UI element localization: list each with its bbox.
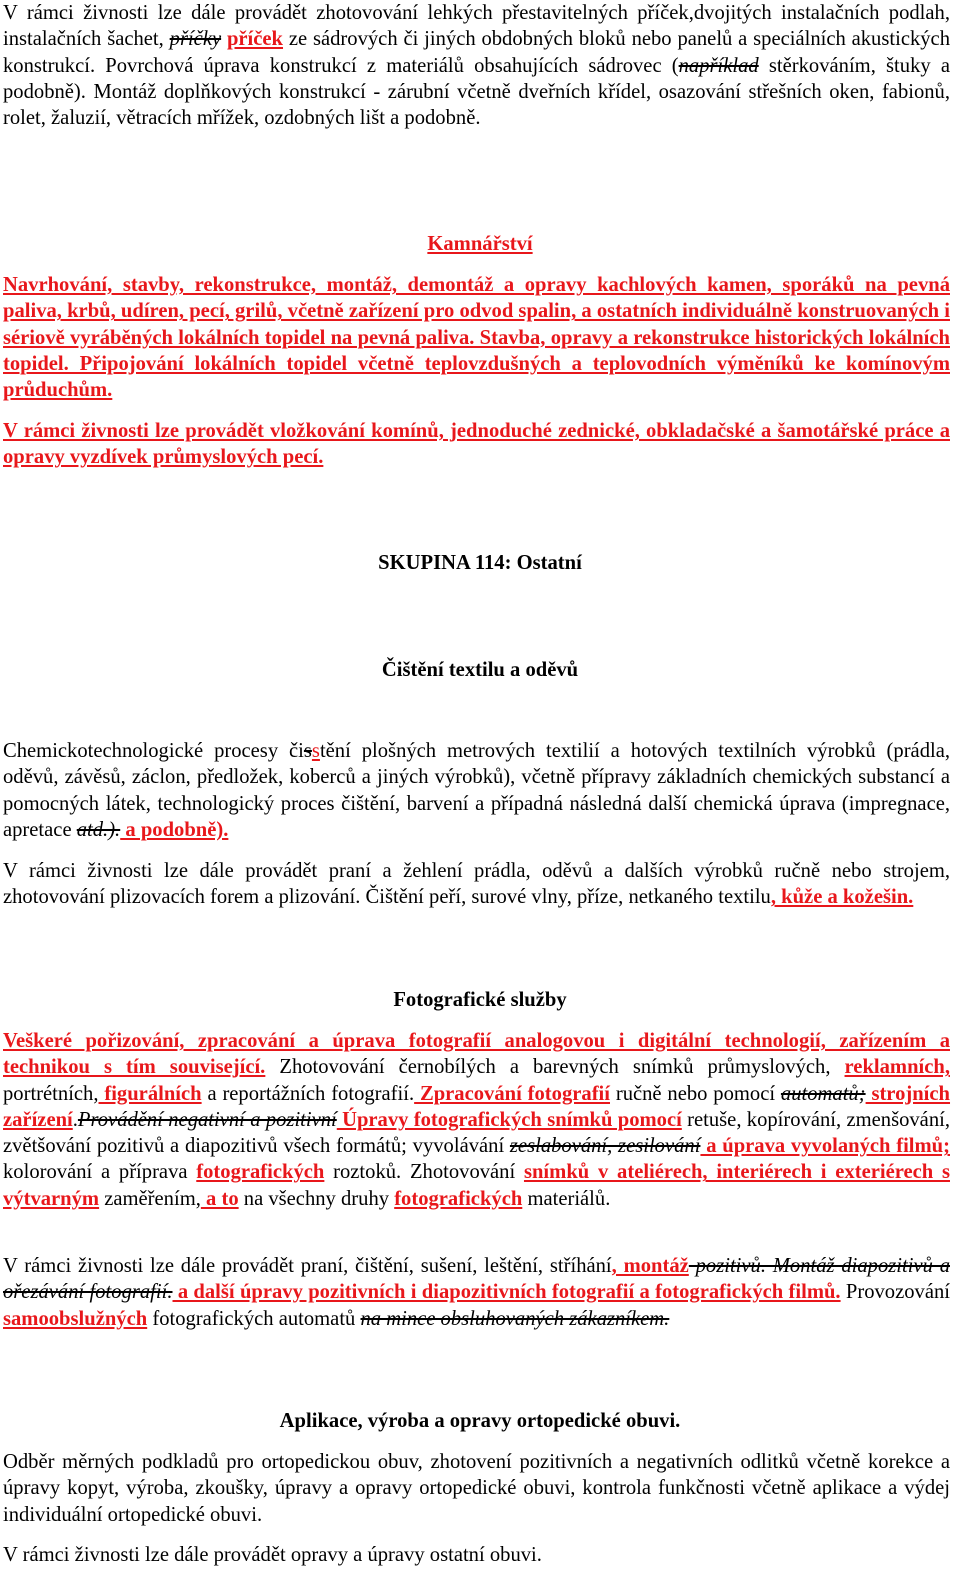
text: portrétních, — [3, 1082, 99, 1105]
inserted-text: příček — [226, 28, 284, 51]
inserted-text: , montáž — [611, 1255, 689, 1277]
inserted-text: strojních zařízení — [3, 1082, 951, 1131]
paragraph-kamnarstvi-1 — [3, 272, 950, 403]
paragraph-cisteni-2 — [3, 858, 950, 911]
deleted-text: s — [303, 740, 312, 762]
text: kolorování a příprava — [3, 1161, 197, 1184]
paragraph-ortop-1 — [3, 1449, 950, 1528]
paragraph-ortop-2 — [3, 1542, 950, 1568]
inserted-text: s — [311, 740, 320, 762]
text: ručně nebo pomocí — [610, 1082, 781, 1105]
text: ze sádrových či jiných obdobných bloků nebo panelů a speciálních akustických konstrukcí. Povrchová úprava konstrukcí z materiálů obsahujících sádrovec ( — [3, 28, 950, 77]
paragraph-foto-2 — [3, 1253, 950, 1332]
text: Odběr měrných podkladů pro ortopedickou obuv, zhotovení pozitivních a negativních odlitků včetně korekce a úpravy kopyt, výroba, zkoušky, úpravy a opravy ortopedické obuvi, kontrola funkčnosti včetně aplikace a výdej individuální ortopedické obuvi. — [3, 1451, 950, 1526]
inserted-text: Navrhování, stavby, rekonstrukce, montáž, demontáž a opravy kachlových kamen, sporáků na pevná paliva, krbů, udíren, pecí, grilů, včetně zařízení pro odvod spalin, a ostatních individuálně konstruovaných i sériově vyráběných lokálních topidel na pevná paliva. Stavba, opravy a rekonstrukce historických lokálních topidel. Připojování lokálních topidel včetně teplovzdušných a teplovodních výměníků ke komínovým průduchům. — [3, 274, 950, 402]
deleted-text: pozitivů. Montáž diapozitivů a ořezávání fotografií. — [3, 1255, 950, 1304]
inserted-text: fotografických — [394, 1187, 523, 1210]
heading-cisteni-textilu: Čištění textilu a oděvů — [381, 659, 579, 681]
inserted-text: a to — [200, 1187, 239, 1210]
inserted-text: , kůže a kožešin. — [770, 886, 914, 909]
text: V rámci živnosti lze dále provádět opravy a úpravy ostatní obuvi. — [3, 1544, 542, 1566]
inserted-text: snímků v ateliérech, interiérech i exteriérech s výtvarným — [3, 1161, 950, 1210]
text: V rámci živnosti lze dále provádět zhotovování lehkých přestavitelných příček,dvojitých instalačních podlah, instalačních šachet, — [3, 2, 950, 51]
inserted-text: V rámci živnosti lze provádět vložkování komínů, jednoduché zednické, obkladačské a šamotářské práce a opravy vyzdívek průmyslových pecí. — [3, 420, 950, 469]
text: V rámci živnosti lze dále provádět praní, čištění, sušení, leštění, stříhání — [3, 1255, 612, 1277]
text: Zhotovování černobílých a barevných snímků průmyslových, — [265, 1056, 845, 1079]
heading-kamnarstvi — [0, 231, 960, 257]
paragraph-drywall — [3, 0, 950, 131]
deleted-text: zeslabování, zesilování — [509, 1135, 701, 1158]
text: Chemickotechnologické procesy či — [3, 740, 304, 762]
text: stěrkováním, štuky a podobně). Montáž doplňkových konstrukcí - zárubní včetně dveřních křídel, osazování střešních oken, fabionů, rolet, žaluzií, větracích mřížek, ozdobných lišt a podobně. — [3, 54, 950, 130]
text: na všechny druhy — [238, 1187, 395, 1210]
heading-fotograficke-sluzby: Fotografické služby — [393, 989, 567, 1011]
deleted-text: Provádění negativní a pozitivní — [77, 1108, 337, 1131]
deleted-text: na mince obsluhovaných zákazníkem. — [360, 1307, 670, 1330]
heading-ortopedicke-obuvi: Aplikace, výroba a opravy ortopedické obuvi. — [279, 1410, 681, 1432]
inserted-text: fotografických — [196, 1161, 325, 1184]
heading-text: Kamnářství — [427, 233, 533, 255]
paragraph-foto-1 — [3, 1028, 950, 1212]
inserted-text: a úprava vyvolaných filmů; — [700, 1135, 950, 1158]
text: retuše, kopírování, zmenšování, zvětšování pozitivů a diapozitivů všech formátů; vyvolávání — [3, 1108, 950, 1158]
inserted-text: a další úpravy pozitivních i diapozitivních fotografií a fotografických filmů. — [172, 1281, 841, 1304]
paragraph-kamnarstvi-2 — [3, 418, 950, 471]
deleted-text: atd.). — [76, 818, 121, 841]
text: tění plošných metrových textilií a hotových textilních výrobků (prádla, oděvů, závěsů, záclon, předložek, koberců a jiných výrobků), včetně přípravy základních chemických substancí a pomocných látek, technologický proces čištění, barvení a případná následná další chemická úprava (impregnace, apretace — [3, 740, 951, 841]
deleted-text: automatů; — [780, 1082, 866, 1105]
text: Provozování — [840, 1281, 951, 1304]
heading-skupina-114: SKUPINA 114: Ostatní — [378, 552, 582, 574]
deleted-text: příčky — [169, 28, 222, 51]
text: . — [72, 1108, 78, 1131]
inserted-text: a podobně). — [120, 818, 229, 841]
inserted-text: samoobslužných — [3, 1307, 148, 1330]
text: zaměřením, — [99, 1187, 201, 1210]
text: fotografických automatů — [147, 1307, 361, 1330]
inserted-text: figurálních — [98, 1082, 202, 1105]
inserted-text: Úpravy fotografických snímků pomocí — [336, 1108, 682, 1131]
inserted-text: Zpracování fotografií — [414, 1082, 610, 1105]
text: roztoků. Zhotovování — [324, 1161, 524, 1184]
text: a reportážních fotografií. — [201, 1082, 415, 1105]
paragraph-cisteni-1 — [3, 738, 950, 843]
inserted-text: reklamních, — [844, 1056, 950, 1079]
text: V rámci živnosti lze dále provádět praní a žehlení prádla, oděvů a dalších výrobků ručně nebo strojem, zhotovování plizovacích forem a plizování. Čištění peří, surové vlny, příze, netkaného textilu — [3, 860, 950, 909]
deleted-text: například — [678, 54, 759, 77]
inserted-text: Veškeré pořizování, zpracování a úprava fotografií analogovou i digitální technologií, zařízením a technikou s tím související. — [3, 1030, 950, 1079]
text: materiálů. — [522, 1187, 611, 1210]
